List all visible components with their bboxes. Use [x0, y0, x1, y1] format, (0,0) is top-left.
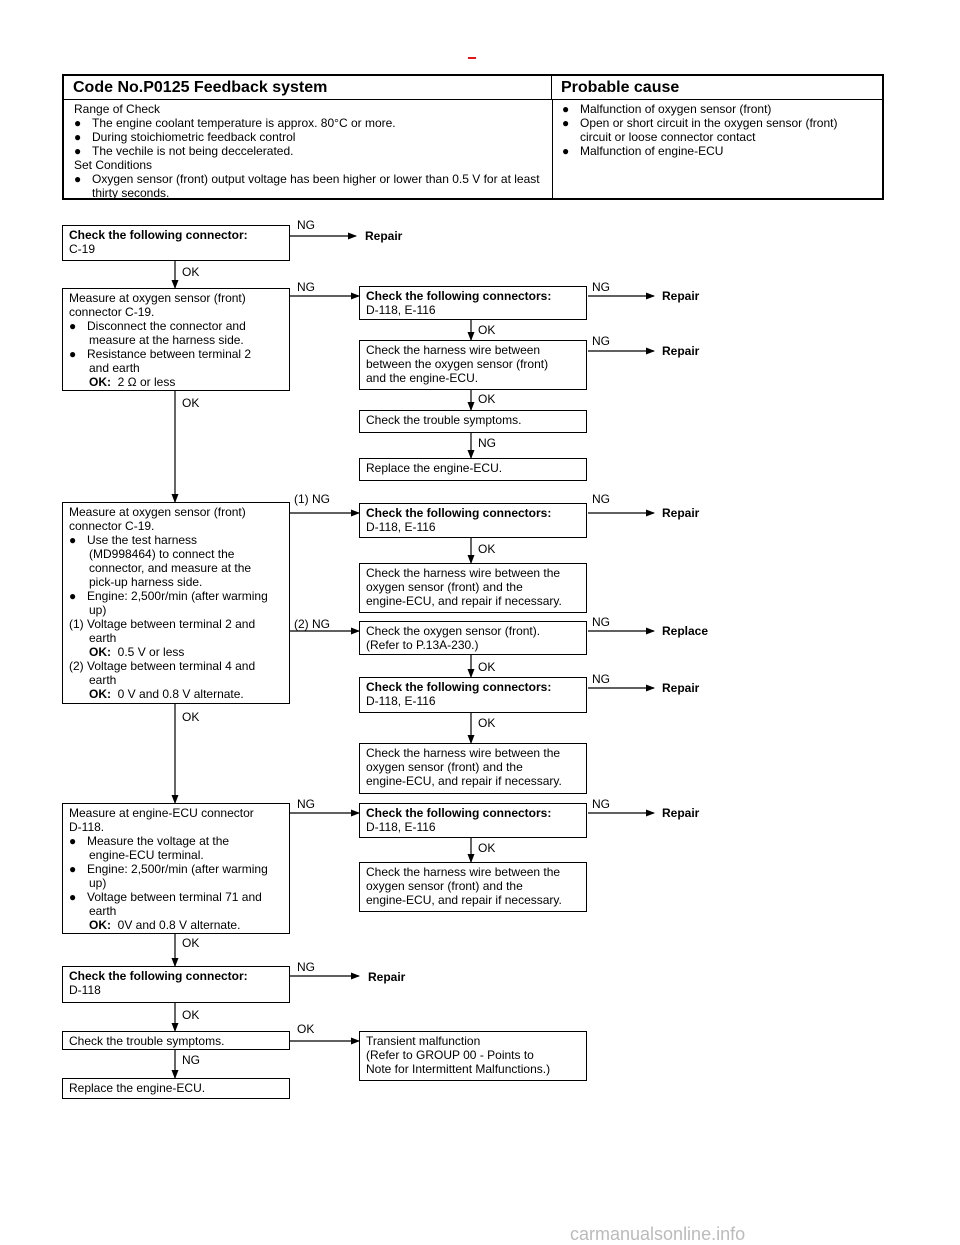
- text-line: earth: [89, 904, 117, 918]
- text-line: up): [89, 876, 107, 890]
- check-trouble-symptoms-box-1: [359, 410, 587, 433]
- text-line: Check the harness wire between the: [366, 746, 561, 760]
- ok-label: OK: [182, 1008, 200, 1022]
- ng-label: NG: [592, 280, 610, 294]
- result-repair: Repair: [365, 229, 403, 243]
- ok-label: OK: [182, 710, 200, 724]
- text-line: Check the following connector:: [69, 969, 248, 983]
- watermark: carmanualsonline.info: [570, 1224, 746, 1244]
- text-line: earth: [89, 673, 117, 687]
- bullet-item: ● During stoichiometric feedback control: [74, 130, 296, 144]
- section-label: Set Conditions: [74, 158, 153, 172]
- text-line: ●: [69, 533, 77, 547]
- text-line: engine-ECU, and repair if necessary.: [366, 893, 562, 907]
- measure-o2-sensor-resistance-box: [62, 288, 290, 391]
- text-line: D-118, E-116: [366, 303, 436, 317]
- text-line: engine-ECU, and repair if necessary.: [366, 594, 562, 608]
- text-line: Measure at oxygen sensor (front): [69, 505, 246, 519]
- text-line: and earth: [89, 361, 140, 375]
- text-line: (1) Voltage between terminal 2 and: [69, 617, 256, 631]
- text-line: oxygen sensor (front) and the: [366, 580, 523, 594]
- check-trouble-symptoms-box-2: [62, 1031, 290, 1050]
- ng-label: NG: [182, 1053, 200, 1067]
- text-line: OK:: [89, 375, 111, 389]
- code-header: Code No.P0125 Feedback system: [64, 76, 552, 100]
- check-harness-wire-box-2: [359, 563, 587, 613]
- text-line: earth: [89, 631, 117, 645]
- bullet-item: ● Oxygen sensor (front) output voltage has been higher or lower than 0.5 V for at least thirty seconds.: [74, 172, 540, 200]
- ng-label: NG: [478, 436, 496, 450]
- result-repair: Repair: [662, 681, 700, 695]
- ng-label: NG: [592, 615, 610, 629]
- text-line: Check the harness wire between the: [366, 865, 561, 879]
- ok-label: OK: [478, 716, 496, 730]
- text-line: connector, and measure at the: [89, 561, 252, 575]
- result-repair: Repair: [368, 970, 406, 984]
- text-line: Check the following connectors:: [366, 806, 552, 820]
- text-line: between the oxygen sensor (front): [366, 357, 549, 371]
- text-line: (MD998464) to connect the: [89, 547, 235, 561]
- text-line: (2) Voltage between terminal 4 and: [69, 659, 256, 673]
- text-line: Check the trouble symptoms.: [69, 1034, 225, 1048]
- ng-label: NG: [297, 218, 315, 232]
- text-line: 0 V and 0.8 V alternate.: [117, 687, 244, 701]
- text-line: up): [89, 603, 107, 617]
- text-line: connector C-19.: [69, 519, 155, 533]
- ng-label: NG: [592, 492, 610, 506]
- text-line: Check the oxygen sensor (front).: [366, 624, 541, 638]
- text-line: Engine: 2,500r/min (after warming: [87, 589, 268, 603]
- replace-engine-ecu-box-2: [62, 1078, 290, 1099]
- bullet-item: ● Open or short circuit in the oxygen sensor (front) circuit or loose connector contact: [562, 116, 838, 144]
- ng2-label: (2) NG: [294, 617, 330, 631]
- ok-label: OK: [478, 542, 496, 556]
- text-line: Use the test harness: [87, 533, 198, 547]
- text-line: measure at the harness side.: [89, 333, 244, 347]
- ng1-label: (1) NG: [294, 492, 330, 506]
- text-line: Engine: 2,500r/min (after warming: [87, 862, 268, 876]
- bullet-item: ● The engine coolant temperature is approx. 80°C or more.: [74, 116, 396, 130]
- check-harness-wire-box-4: [359, 862, 587, 912]
- ng-label: NG: [592, 672, 610, 686]
- text-line: connector C-19.: [69, 305, 155, 319]
- text-line: Voltage between terminal 71 and: [87, 890, 262, 904]
- text-line: OK:: [89, 687, 111, 701]
- text-line: Measure the voltage at the: [87, 834, 230, 848]
- text-line: Check the following connectors:: [366, 289, 552, 303]
- text-line: Replace the engine-ECU.: [366, 461, 503, 475]
- text-line: OK:: [89, 918, 111, 932]
- text-line: and the engine-ECU.: [366, 371, 479, 385]
- transient-malfunction-box: [359, 1031, 587, 1081]
- text-line: pick-up harness side.: [89, 575, 203, 589]
- text-line: Check the following connectors:: [366, 680, 552, 694]
- text-line: Transient malfunction: [366, 1034, 481, 1048]
- bullet-item: ● The vechile is not being deccelerated.: [74, 144, 294, 158]
- text-line: oxygen sensor (front) and the: [366, 879, 523, 893]
- text-line: Check the following connector:: [69, 228, 248, 242]
- bullet-icon: ●: [74, 172, 82, 186]
- text-line: 0V and 0.8 V alternate.: [117, 918, 241, 932]
- check-connector-d118-box: [62, 966, 290, 1003]
- text-line: ●: [69, 319, 77, 333]
- bullet-icon: ●: [74, 130, 82, 144]
- check-connectors-d118-e116-box-3: [359, 677, 587, 713]
- text-line: Disconnect the connector and: [87, 319, 246, 333]
- text-line: OK:: [89, 645, 111, 659]
- text-line: D-118, E-116: [366, 694, 436, 708]
- text-line: D-118, E-116: [366, 520, 436, 534]
- bullet-item: ● Malfunction of oxygen sensor (front): [562, 102, 772, 116]
- text-line: D-118.: [69, 820, 105, 834]
- check-connectors-d118-e116-box-1: [359, 286, 587, 320]
- text-line: Resistance between terminal 2: [87, 347, 252, 361]
- text-line: Check the following connectors:: [366, 506, 552, 520]
- text-line: Check the trouble symptoms.: [366, 413, 522, 427]
- text-line: D-118, E-116: [366, 820, 436, 834]
- ng-label: NG: [297, 280, 315, 294]
- bullet-icon: ●: [562, 102, 570, 116]
- ok-label: OK: [182, 396, 200, 410]
- bullet-icon: ●: [562, 144, 570, 158]
- ok-label: OK: [478, 841, 496, 855]
- ng-label: NG: [297, 797, 315, 811]
- result-repair: Repair: [662, 344, 700, 358]
- text-line: C-19: [69, 242, 96, 256]
- text-line: Check the harness wire between: [366, 343, 541, 357]
- text-line: Measure at oxygen sensor (front): [69, 291, 246, 305]
- check-connector-c19-box: [62, 225, 290, 261]
- check-connectors-d118-e116-box-4: [359, 803, 587, 838]
- check-harness-wire-box-1: [359, 340, 587, 390]
- text-line: engine-ECU terminal.: [89, 848, 204, 862]
- measure-ecu-connector-box: [62, 803, 290, 934]
- ok-label: OK: [182, 936, 200, 950]
- check-oxygen-sensor-box: [359, 621, 587, 655]
- text-line: Note for Intermittent Malfunctions.): [366, 1062, 551, 1076]
- bullet-icon: ●: [74, 116, 82, 130]
- ok-label: OK: [182, 265, 200, 279]
- result-repair: Repair: [662, 806, 700, 820]
- bullet-icon: ●: [562, 116, 570, 130]
- ng-label: NG: [592, 797, 610, 811]
- bullet-item: ● Malfunction of engine-ECU: [562, 144, 724, 158]
- text-line: (Refer to GROUP 00 - Points to: [366, 1048, 534, 1062]
- text-line: (Refer to P.13A-230.): [366, 638, 479, 652]
- replace-engine-ecu-box-1: [359, 458, 587, 481]
- text-line: ●: [69, 862, 77, 876]
- text-line: 0.5 V or less: [117, 645, 185, 659]
- text-line: ●: [69, 347, 77, 361]
- text-line: Measure at engine-ECU connector: [69, 806, 254, 820]
- text-line: D-118: [69, 983, 101, 997]
- result-repair: Repair: [662, 506, 700, 520]
- result-replace: Replace: [662, 624, 709, 638]
- text-line: Check the harness wire between the: [366, 566, 561, 580]
- ok-label: OK: [478, 323, 496, 337]
- text-line: engine-ECU, and repair if necessary.: [366, 774, 562, 788]
- text-line: ●: [69, 834, 77, 848]
- ok-label: OK: [478, 392, 496, 406]
- ng-label: NG: [297, 960, 315, 974]
- check-harness-wire-box-3: [359, 743, 587, 794]
- bullet-icon: ●: [74, 144, 82, 158]
- cause-header: Probable cause: [552, 76, 882, 100]
- check-connectors-d118-e116-box-2: [359, 503, 587, 538]
- text-line: oxygen sensor (front) and the: [366, 760, 523, 774]
- ok-label: OK: [297, 1022, 315, 1036]
- ng-label: NG: [592, 334, 610, 348]
- text-line: ●: [69, 589, 77, 603]
- text-line: Replace the engine-ECU.: [69, 1081, 206, 1095]
- text-line: 2 Ω or less: [117, 375, 176, 389]
- measure-o2-sensor-voltage-box: [62, 502, 290, 704]
- section-label: Range of Check: [74, 102, 161, 116]
- ok-label: OK: [478, 660, 496, 674]
- result-repair: Repair: [662, 289, 700, 303]
- text-line: ●: [69, 890, 77, 904]
